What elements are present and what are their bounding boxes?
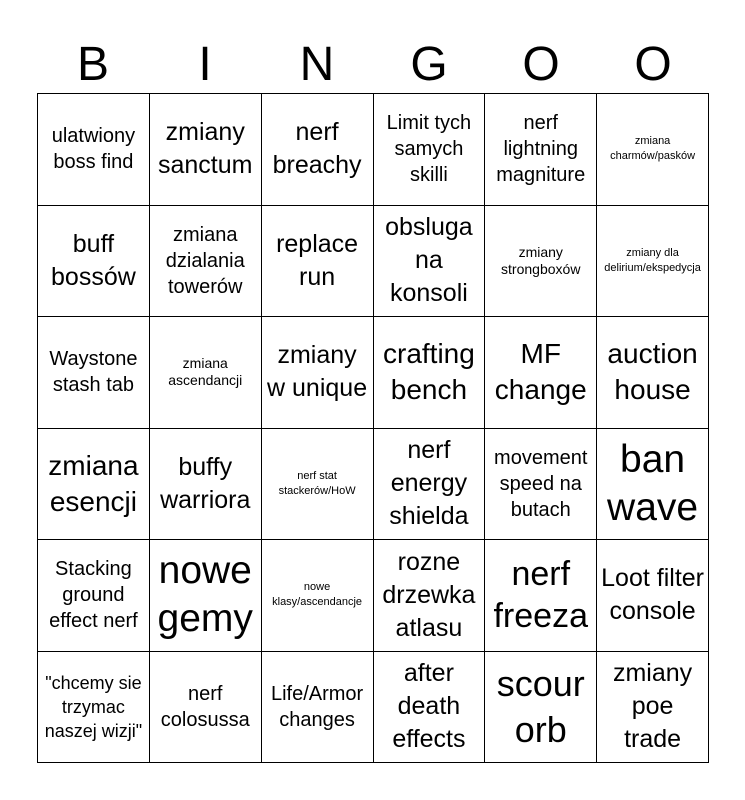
- bingo-cell[interactable]: [597, 540, 709, 652]
- cell-text: nerf energy shielda: [389, 436, 469, 531]
- bingo-cell[interactable]: [38, 317, 150, 429]
- header-letter-o-2: O: [634, 38, 672, 91]
- cell-text: nerf stat stackerów/HoW: [278, 469, 356, 497]
- cell-text: auction house: [607, 338, 698, 406]
- header-letter-b: B: [76, 38, 109, 91]
- cell-text: rozne drzewka atlasu: [382, 547, 476, 642]
- bingo-board: [37, 93, 709, 763]
- bingo-cell[interactable]: [597, 94, 709, 206]
- cell-text: movement speed na butach: [494, 446, 588, 521]
- cell-text: obsluga na konsoli: [385, 213, 473, 308]
- cell-text: zmiany poe trade: [612, 659, 693, 754]
- bingo-cell[interactable]: [374, 540, 486, 652]
- bingo-cell[interactable]: [38, 652, 150, 764]
- bingo-cell[interactable]: [374, 317, 486, 429]
- cell-text: scour orb: [496, 662, 585, 750]
- bingo-cell[interactable]: [262, 540, 374, 652]
- bingo-cell[interactable]: [150, 317, 262, 429]
- header-letter-i: I: [198, 38, 212, 91]
- cell-text: zmiana ascendancji: [168, 355, 243, 389]
- bingo-cell[interactable]: [150, 540, 262, 652]
- cell-text: nerf breachy: [272, 118, 362, 180]
- cell-text: Waystone stash tab: [49, 348, 138, 397]
- bingo-cell[interactable]: [485, 206, 597, 318]
- cell-text: after death effects: [392, 659, 466, 754]
- cell-text: nowe gemy: [157, 549, 253, 641]
- cell-text: ulatwiony boss find: [51, 125, 136, 174]
- cell-text: MF change: [494, 338, 587, 406]
- cell-text: ban wave: [607, 437, 699, 529]
- bingo-cell[interactable]: [597, 652, 709, 764]
- cell-text: zmiana dzialania towerów: [165, 223, 245, 298]
- bingo-cell[interactable]: [262, 94, 374, 206]
- cell-text: zmiany dla delirium/ekspedycja: [604, 246, 701, 274]
- bingo-cell[interactable]: [150, 429, 262, 541]
- cell-text: nerf lightning magniture: [496, 112, 586, 187]
- bingo-cell[interactable]: [150, 94, 262, 206]
- cell-text: buffy warriora: [160, 452, 251, 514]
- cell-text: zmiany w unique: [267, 341, 368, 403]
- bingo-cell[interactable]: [485, 652, 597, 764]
- bingo-cell[interactable]: [374, 429, 486, 541]
- bingo-cell[interactable]: [150, 206, 262, 318]
- bingo-header: [37, 36, 709, 94]
- bingo-cell[interactable]: [485, 317, 597, 429]
- cell-text: Stacking ground effect nerf: [49, 558, 138, 633]
- cell-text: zmiany sanctum: [158, 118, 253, 180]
- bingo-cell[interactable]: [262, 317, 374, 429]
- bingo-cell[interactable]: [38, 540, 150, 652]
- bingo-cell[interactable]: [38, 429, 150, 541]
- cell-text: replace run: [276, 229, 359, 291]
- cell-text: buff bossów: [51, 229, 136, 291]
- cell-text: Loot filter console: [601, 564, 704, 626]
- cell-text: nerf colosussa: [160, 682, 250, 731]
- bingo-cell[interactable]: [38, 206, 150, 318]
- bingo-cell[interactable]: [485, 540, 597, 652]
- cell-text: nerf freeza: [493, 555, 588, 636]
- cell-text: crafting bench: [383, 338, 475, 406]
- bingo-cell[interactable]: [485, 94, 597, 206]
- bingo-cell[interactable]: [150, 652, 262, 764]
- header-letter-g: G: [410, 38, 448, 91]
- cell-text: zmiana charmów/pasków: [610, 135, 696, 163]
- bingo-cell[interactable]: [597, 206, 709, 318]
- bingo-cell[interactable]: [485, 429, 597, 541]
- cell-text: Life/Armor changes: [270, 682, 364, 731]
- bingo-cell[interactable]: [262, 206, 374, 318]
- bingo-cell[interactable]: [374, 206, 486, 318]
- header-letter-o: O: [522, 38, 560, 91]
- cell-text: zmiana esencji: [48, 449, 139, 517]
- bingo-cell[interactable]: [374, 94, 486, 206]
- bingo-cell[interactable]: [262, 429, 374, 541]
- cell-text: zmiany strongboxów: [501, 243, 581, 277]
- bingo-cell[interactable]: [262, 652, 374, 764]
- bingo-cell[interactable]: [38, 94, 150, 206]
- cell-text: "chcemy sie trzymac naszej wizji": [44, 672, 143, 741]
- cell-text: Limit tych samych skilli: [386, 112, 472, 187]
- bingo-cell[interactable]: [597, 429, 709, 541]
- bingo-cell[interactable]: [597, 317, 709, 429]
- header-letter-n: N: [299, 38, 335, 91]
- bingo-cell[interactable]: [374, 652, 486, 764]
- cell-text: nowe klasy/ascendancje: [272, 581, 363, 609]
